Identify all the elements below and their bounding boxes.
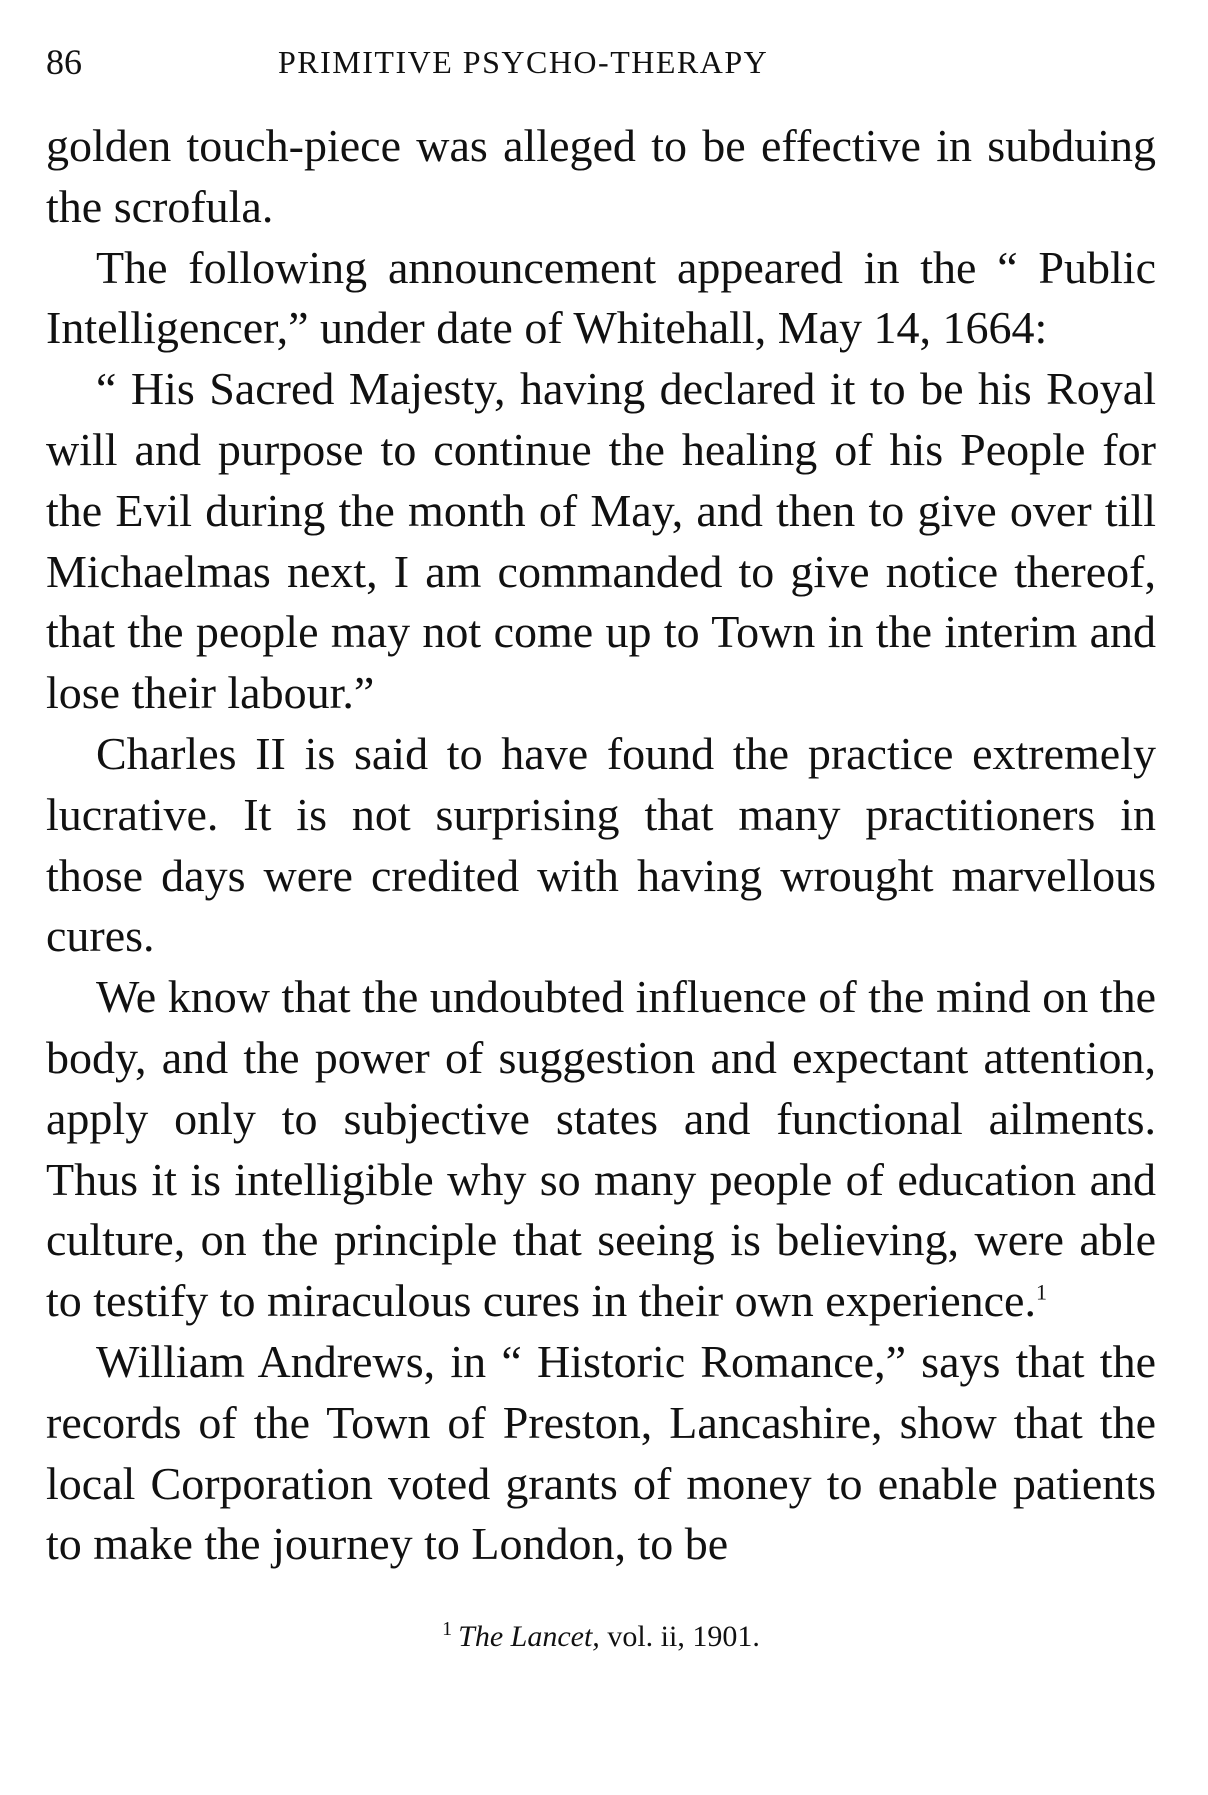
body-text bbox=[46, 116, 1156, 1575]
footnote-title: The Lancet, bbox=[458, 1620, 600, 1654]
footnote-text: vol. ii, 1901. bbox=[599, 1620, 760, 1654]
footnote-mark: 1 bbox=[1035, 1279, 1047, 1305]
paragraph-text: We know that the undoubted influence of the mind on the body, and the power of suggestion and expectant attention, apply only to subjective states and functional ailments. Thus it is intelligible why so many people of education and culture, on the principle that seeing is believing, were able to testify to miraculous cures in their own experience. bbox=[46, 971, 1156, 1327]
book-page bbox=[46, 42, 1156, 1655]
paragraph: Charles II is said to have found the practice extremely lucrative. It is not surprising that many practitioners in those days were credited with having wrought marvellous cures. bbox=[46, 727, 1156, 962]
page-number: 86 bbox=[46, 42, 82, 82]
paragraph: The following announcement appeared in the “ Public Intelligencer,” under date of Whitehall, May 14, 1664: bbox=[46, 241, 1156, 354]
paragraph: William Andrews, in “ Historic Romance,” says that the records of the Town of Preston, Lancashire, show that the local Corporation voted grants of money to enable patients to make the journey to London, to be bbox=[46, 1335, 1156, 1570]
paragraph: “ His Sacred Majesty, having declared it to be his Royal will and purpose to continue the healing of his People for the Evil during the month of May, and then to give over till Michaelmas next, I am commanded to give notice thereof, that the people may not come up to Town in the interim and lose their labour.” bbox=[46, 363, 1156, 719]
paragraph bbox=[46, 967, 1156, 1332]
footnote-number: 1 bbox=[442, 1618, 453, 1641]
running-head: PRIMITIVE PSYCHO-THERAPY bbox=[278, 44, 769, 80]
paragraph: golden touch-piece was alleged to be effective in subduing the scrofula. bbox=[46, 120, 1156, 232]
page-header bbox=[46, 42, 1156, 90]
footnote bbox=[46, 1611, 1156, 1655]
